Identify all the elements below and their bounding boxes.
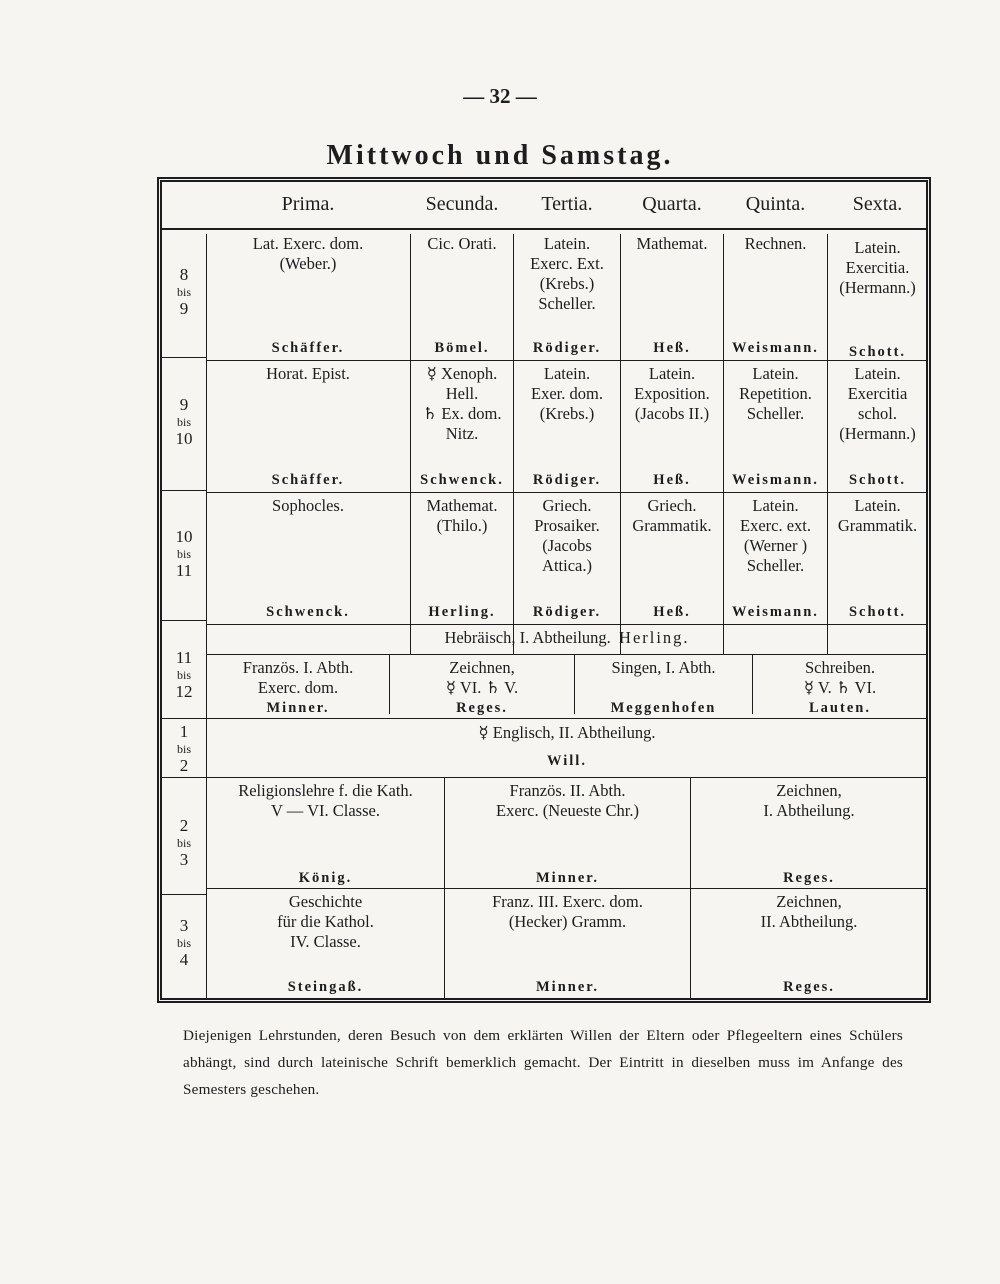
time-slot-2-3: 2 bis 3 — [176, 816, 191, 869]
cell-singing: Singen, I. Abth. — [611, 658, 716, 677]
time-slot-1-2: 1 bis 2 — [176, 722, 191, 775]
teacher-prima-8: Schäffer. — [271, 340, 345, 356]
teacher-prima-10: Schwenck. — [266, 604, 350, 620]
time-slot-8-9: 8 bis 9 — [176, 265, 191, 318]
teacher-religion: König. — [298, 870, 353, 886]
teacher-tertia-9: Rödiger. — [532, 472, 602, 488]
column-header-prima: Prima. — [281, 193, 335, 215]
cell-prima-9: Horat. Epist. — [266, 364, 350, 383]
column-header-quarta: Quarta. — [642, 193, 702, 215]
cell-writing: Schreiben. ☿ V. ♄ VI. — [803, 658, 877, 697]
teacher-quinta-8: Weismann. — [732, 340, 819, 356]
schedule-table — [157, 177, 931, 1003]
cell-secunda-10: Mathemat. (Thilo.) — [426, 496, 498, 535]
teacher-english: Will. — [547, 753, 587, 769]
teacher-french-2: Minner. — [535, 870, 599, 886]
cell-tertia-9: Latein. Exer. dom. (Krebs.) — [531, 364, 603, 423]
cell-drawing-2: Zeichnen, II. Abtheilung. — [760, 892, 858, 931]
teacher-drawing-1: Reges. — [783, 870, 835, 886]
cell-quinta-8: Rechnen. — [744, 234, 807, 253]
teacher-french-1: Minner. — [266, 700, 330, 716]
teacher-singing: Meggenhofen — [610, 700, 717, 716]
teacher-quinta-9: Weismann. — [732, 472, 819, 488]
teacher-writing: Lauten. — [809, 700, 871, 716]
teacher-drawing-vi-v: Reges. — [456, 700, 508, 716]
time-slot-9-10: 9 bis 10 — [175, 395, 193, 448]
cell-french-3: Franz. III. Exerc. dom. (Hecker) Gramm. — [492, 892, 643, 931]
teacher-tertia-10: Rödiger. — [532, 604, 602, 620]
cell-french-1: Französ. I. Abth. Exerc. dom. — [242, 658, 354, 697]
teacher-sexta-9: Schott. — [848, 472, 907, 488]
time-slot-10-11: 10 bis 11 — [175, 527, 193, 580]
cell-sexta-8: Latein. Exercitia. (Hermann.) — [839, 238, 916, 297]
cell-prima-10: Sophocles. — [272, 496, 344, 515]
cell-hebrew: Hebräisch, I. Abtheilung. Herling. — [444, 628, 690, 647]
cell-sexta-10: Latein. Grammatik. — [837, 496, 918, 535]
teacher-history: Steingaß. — [287, 979, 364, 995]
cell-english: ☿ Englisch, II. Abtheilung. — [478, 723, 656, 742]
cell-quarta-8: Mathemat. — [636, 234, 708, 253]
cell-tertia-8: Latein. Exerc. Ext. (Krebs.) Scheller. — [530, 234, 604, 313]
cell-secunda-9: ☿ Xenoph. Hell. ♄ Ex. dom. Nitz. — [422, 364, 502, 443]
teacher-quarta-10: Heß. — [653, 604, 691, 620]
column-header-secunda: Secunda. — [425, 193, 499, 215]
cell-drawing-1: Zeichnen, I. Abtheilung. — [763, 781, 855, 820]
cell-secunda-8: Cic. Orati. — [427, 234, 497, 253]
page-heading: Mittwoch und Samstag. — [326, 140, 674, 171]
teacher-quarta-8: Heß. — [653, 340, 691, 356]
teacher-quarta-9: Heß. — [653, 472, 691, 488]
teacher-secunda-10: Herling. — [428, 604, 496, 620]
time-slot-3-4: 3 bis 4 — [176, 916, 191, 969]
teacher-sexta-10: Schott. — [848, 604, 907, 620]
column-header-tertia: Tertia. — [541, 193, 593, 215]
cell-quarta-9: Latein. Exposition. (Jacobs II.) — [634, 364, 710, 423]
time-slot-11-12: 11 bis 12 — [175, 648, 193, 701]
column-header-sexta: Sexta. — [852, 193, 903, 215]
cell-sexta-9: Latein. Exercitia schol. (Hermann.) — [839, 364, 916, 443]
teacher-prima-9: Schäffer. — [271, 472, 345, 488]
teacher-quinta-10: Weismann. — [732, 604, 819, 620]
cell-religion: Religionslehre f. die Kath. V — VI. Classe. — [238, 781, 413, 820]
cell-prima-8: Lat. Exerc. dom. (Weber.) — [252, 234, 364, 273]
cell-french-2: Französ. II. Abth. Exerc. (Neueste Chr.) — [496, 781, 639, 820]
cell-quarta-10: Griech. Grammatik. — [632, 496, 712, 535]
column-header-quinta: Quinta. — [745, 193, 806, 215]
teacher-sexta-8: Schott. — [848, 344, 907, 360]
teacher-secunda-8: Bömel. — [434, 340, 490, 356]
cell-quinta-10: Latein. Exerc. ext. (Werner ) Scheller. — [739, 496, 811, 575]
footnote: Diejenigen Lehrstunden, deren Besuch von dem erklärten Willen der Eltern oder Pflegeeltern eines Schülers abhängt, sind durch lateinische Schrift bemerklich gemacht. Der Eintritt in dieselben muss im Anfange des Semesters geschehen. — [183, 1027, 903, 1098]
teacher-drawing-2: Reges. — [783, 979, 835, 995]
cell-tertia-10: Griech. Prosaiker. (Jacobs Attica.) — [534, 496, 600, 575]
teacher-tertia-8: Rödiger. — [532, 340, 602, 356]
cell-history: Geschichte für die Kathol. IV. Classe. — [277, 892, 374, 951]
page-number: — 32 — — [463, 84, 537, 108]
teacher-secunda-9: Schwenck. — [420, 472, 504, 488]
teacher-french-3: Minner. — [535, 979, 599, 995]
cell-drawing-vi-v: Zeichnen, ☿ VI. ♄ V. — [445, 658, 519, 697]
cell-quinta-9: Latein. Repetition. Scheller. — [739, 364, 812, 423]
